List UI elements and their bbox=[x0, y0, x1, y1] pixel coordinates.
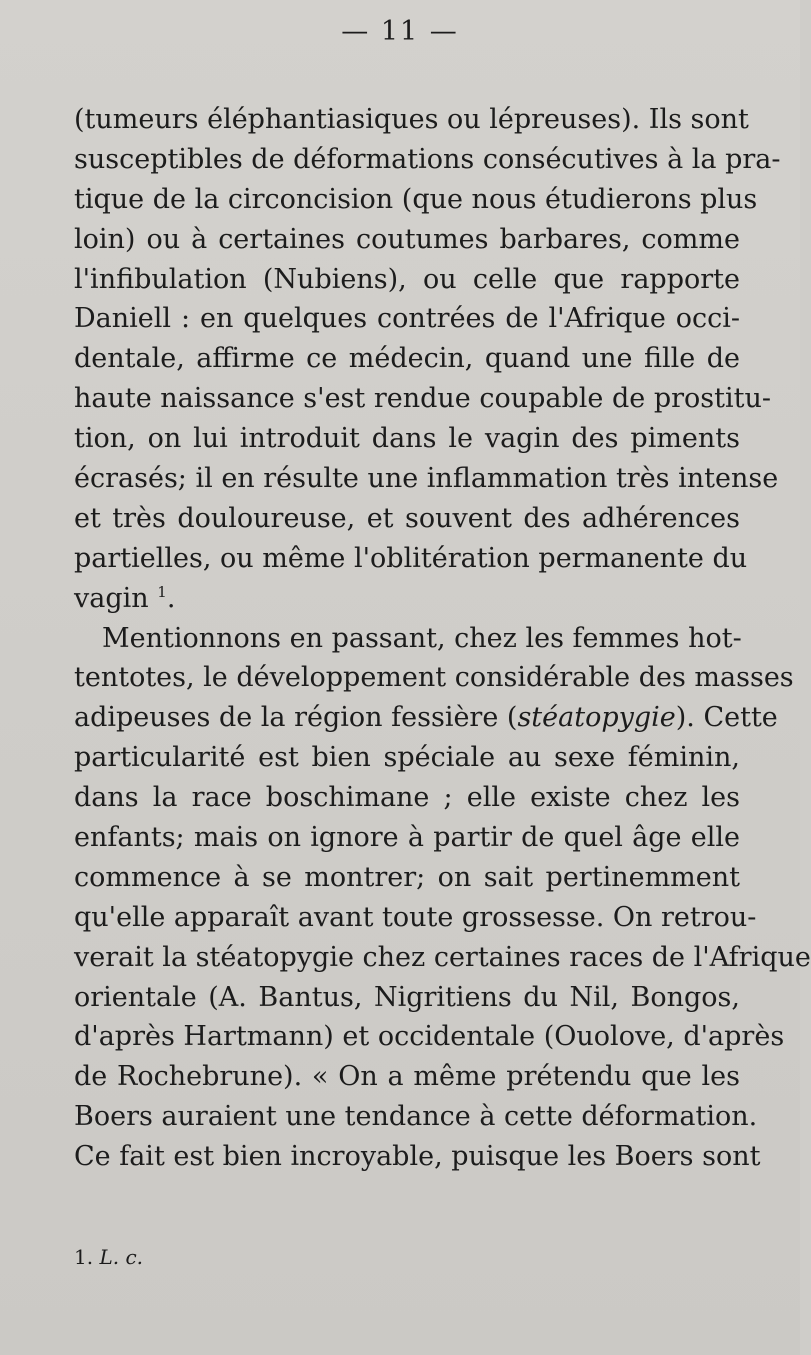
footnote-marker: 1 bbox=[157, 582, 167, 601]
vagin-word: vagin bbox=[74, 582, 149, 614]
text-line: tentotes, le développement considérable des masses bbox=[74, 662, 794, 694]
footnote-number: 1. bbox=[74, 1245, 94, 1269]
page-body bbox=[74, 100, 811, 1177]
text-line: particularité est bien spéciale au sexe féminin, bbox=[74, 742, 740, 774]
text-line: tion, on lui introduit dans le vagin des piments bbox=[74, 423, 740, 455]
text-line: loin) ou à certaines coutumes barbares, comme bbox=[74, 223, 740, 255]
sentence-period: . bbox=[166, 582, 176, 614]
text-line: enfants; mais on ignore à partir de quel âge elle bbox=[74, 822, 740, 854]
text-line: susceptibles de déformations consécutives à la pra- bbox=[74, 143, 781, 175]
text-line: orientale (A. Bantus, Nigritiens du Nil, Bongos, bbox=[74, 981, 740, 1013]
text-line: verait la stéatopygie chez certaines races de l'Afrique bbox=[74, 941, 811, 973]
text-line: haute naissance s'est rendue coupable de prostitu- bbox=[74, 383, 771, 415]
text-line: dentale, affirme ce médecin, quand une fille de bbox=[74, 343, 740, 375]
footnote bbox=[74, 1243, 143, 1271]
text-line: et très douloureuse, et souvent des adhérences bbox=[74, 502, 740, 534]
text-line: (tumeurs éléphantiasiques ou lépreuses). Ils sont bbox=[74, 104, 749, 135]
text-line: Daniell : en quelques contrées de l'Afrique occi- bbox=[74, 303, 740, 335]
text-line: Mentionnons en passant, chez les femmes hot- bbox=[102, 622, 742, 654]
text-line: dans la race boschimane ; elle existe chez les bbox=[74, 782, 740, 814]
text-line: de Rochebrune). « On a même prétendu que les bbox=[74, 1061, 740, 1093]
text-line: tique de la circoncision (que nous étudierons plus bbox=[74, 183, 758, 215]
italic-term: stéatopygie bbox=[517, 702, 676, 734]
text-line: Boers auraient une tendance à cette déformation. bbox=[74, 1101, 758, 1133]
text-line: qu'elle apparaît avant toute grossesse. On retrou- bbox=[74, 901, 757, 933]
text-line: Ce fait est bien incroyable, puisque les Boers sont bbox=[74, 1141, 761, 1173]
text-line: partielles, ou même l'oblitération permanente du bbox=[74, 542, 748, 574]
text-line: l'infibulation (Nubiens), ou celle que rapporte bbox=[74, 263, 740, 295]
text-line-with-italic bbox=[74, 698, 778, 738]
paragraph-end-line bbox=[74, 579, 740, 619]
text-line: écrasés; il en résulte une inflammation très intense bbox=[74, 463, 779, 495]
italic-line-prefix: adipeuses de la région fessière ( bbox=[74, 702, 518, 734]
footnote-text: L. c. bbox=[99, 1245, 144, 1269]
text-line: commence à se montrer; on sait pertinemment bbox=[74, 861, 740, 893]
text-line: d'après Hartmann) et occidentale (Ouolove, d'après bbox=[74, 1021, 785, 1053]
italic-line-suffix: ). Cette bbox=[675, 702, 778, 734]
page-number: — 11 — bbox=[341, 16, 459, 47]
